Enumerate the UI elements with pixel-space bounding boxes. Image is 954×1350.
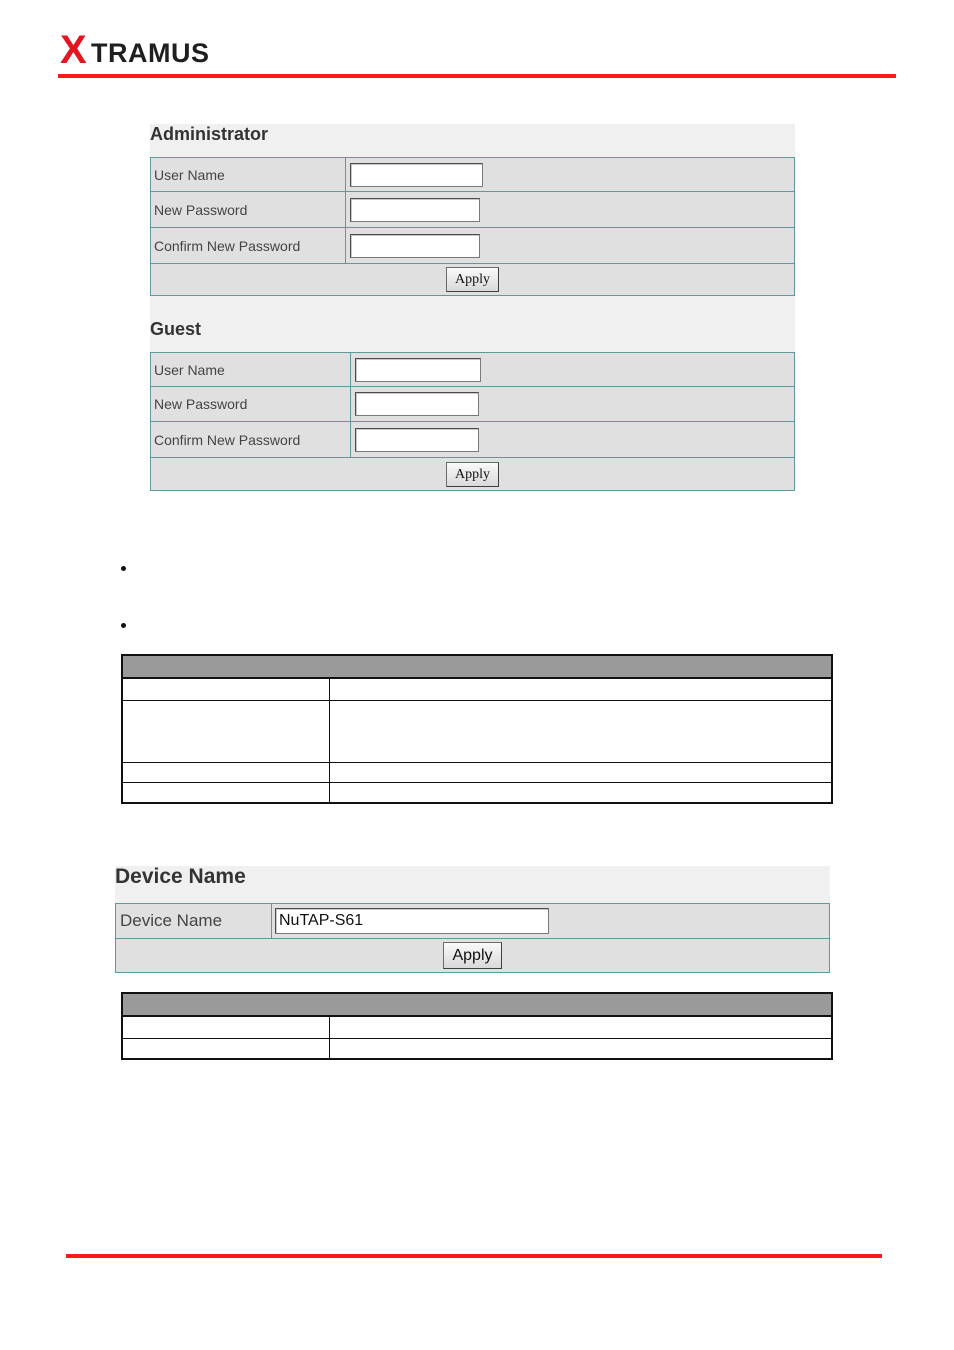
table-header-cell	[122, 655, 832, 678]
admin-confirm-password-label: Confirm New Password	[151, 228, 346, 264]
device-name-label: Device Name	[116, 904, 272, 939]
admin-apply-cell	[151, 264, 795, 296]
table-header-row	[122, 655, 832, 678]
guest-confirm-password-input[interactable]	[355, 428, 479, 452]
device-info-table	[121, 992, 833, 1060]
admin-row-confirm-password	[151, 228, 795, 264]
admin-username-input[interactable]	[350, 163, 483, 187]
table-row	[122, 1016, 832, 1038]
guest-row-confirm-password	[151, 422, 795, 458]
guest-row-apply	[151, 458, 795, 491]
table-cell	[329, 1016, 832, 1038]
guest-username-label: User Name	[151, 353, 351, 387]
device-title-text: Device Name	[115, 865, 246, 888]
admin-new-password-label: New Password	[151, 192, 346, 228]
table-cell	[122, 1016, 329, 1038]
bullet-point	[121, 623, 126, 628]
table-cell	[122, 782, 329, 803]
admin-confirm-password-input[interactable]	[350, 234, 480, 258]
header-rule	[58, 74, 896, 78]
table-cell	[329, 678, 832, 700]
admin-form	[150, 157, 795, 296]
bullet-point	[121, 566, 126, 571]
guest-username-cell	[351, 353, 795, 387]
admin-row-apply	[151, 264, 795, 296]
admin-title-text: Administrator	[150, 124, 269, 144]
admin-panel-title	[150, 124, 795, 157]
table-row	[122, 762, 832, 782]
table-cell	[122, 1038, 329, 1059]
guest-apply-cell	[151, 458, 795, 491]
table-cell	[329, 762, 832, 782]
table-row	[122, 700, 832, 762]
device-panel-title	[115, 866, 830, 903]
table-row	[122, 1038, 832, 1059]
table-header-row	[122, 993, 832, 1016]
table-row	[122, 678, 832, 700]
admin-row-new-password	[151, 192, 795, 228]
admin-new-password-cell	[346, 192, 795, 228]
table-cell	[329, 1038, 832, 1059]
device-apply-button[interactable]: Apply	[443, 942, 501, 969]
guest-row-username	[151, 353, 795, 387]
table-cell	[329, 782, 832, 803]
guest-title-text: Guest	[150, 319, 202, 339]
guest-apply-button[interactable]: Apply	[446, 462, 499, 487]
device-apply-cell	[116, 939, 830, 973]
guest-form	[150, 352, 795, 491]
device-row-name	[116, 904, 830, 939]
device-form	[115, 903, 830, 973]
guest-panel-title	[150, 296, 795, 352]
guest-new-password-label: New Password	[151, 387, 351, 422]
info-table	[121, 654, 833, 804]
table-cell	[122, 762, 329, 782]
table-row	[122, 782, 832, 803]
logo-x-mark: X	[60, 28, 87, 72]
admin-username-cell	[346, 158, 795, 192]
guest-row-new-password	[151, 387, 795, 422]
admin-confirm-password-cell	[346, 228, 795, 264]
footer-rule	[66, 1254, 882, 1258]
device-name-input[interactable]: NuTAP-S61	[275, 908, 549, 934]
admin-apply-button[interactable]: Apply	[446, 267, 499, 292]
guest-confirm-password-label: Confirm New Password	[151, 422, 351, 458]
admin-username-label: User Name	[151, 158, 346, 192]
logo-wordmark: TRAMUS	[91, 38, 210, 68]
device-row-apply	[116, 939, 830, 973]
guest-new-password-cell	[351, 387, 795, 422]
guest-confirm-password-cell	[351, 422, 795, 458]
guest-new-password-input[interactable]	[355, 392, 479, 416]
admin-row-username	[151, 158, 795, 192]
table-cell	[122, 700, 329, 762]
admin-new-password-input[interactable]	[350, 198, 480, 222]
device-name-cell	[272, 904, 830, 939]
table-cell	[329, 700, 832, 762]
guest-username-input[interactable]	[355, 358, 481, 382]
table-header-cell	[122, 993, 832, 1016]
table-cell	[122, 678, 329, 700]
